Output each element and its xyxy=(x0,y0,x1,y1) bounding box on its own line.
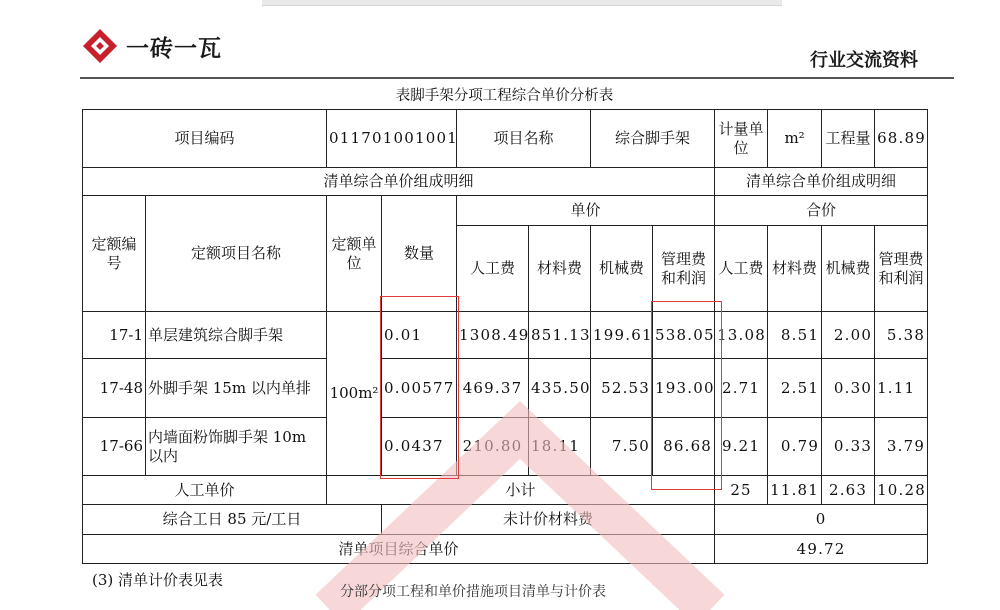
subtotal-material: 11.81 xyxy=(768,476,822,505)
col-labor-total: 人工费 xyxy=(715,226,768,312)
mgmt-price: 193.00 xyxy=(653,359,715,418)
col-material-total: 材料费 xyxy=(768,226,822,312)
labor-price: 1308.49 xyxy=(457,312,529,359)
quota-no: 17-1 xyxy=(83,312,146,359)
material-total: 0.79 xyxy=(768,418,822,476)
material-price: 851.13 xyxy=(529,312,591,359)
item-qty: 68.89 xyxy=(875,110,928,168)
labor-price: 210.80 xyxy=(457,418,529,476)
machine-price: 7.50 xyxy=(591,418,653,476)
table-row xyxy=(83,312,928,359)
quota-unit: 100m² xyxy=(327,312,382,476)
mgmt-total: 5.38 xyxy=(875,312,928,359)
wage-label: 综合工日 85 元/工日 xyxy=(83,505,382,535)
unpriced-material-row xyxy=(83,505,928,535)
col-quota-no: 定额编号 xyxy=(83,196,146,312)
quantity: 0.00577 xyxy=(382,359,457,418)
diamond-logo-icon xyxy=(80,26,120,66)
item-unit-price-row xyxy=(83,535,928,564)
subtotal-mgmt: 10.28 xyxy=(875,476,928,505)
quota-name: 内墙面粉饰脚手架 10m 以内 xyxy=(146,418,327,476)
subtotal-label: 小计 xyxy=(327,476,715,505)
quantity: 0.01 xyxy=(382,312,457,359)
labor-total: 13.08 xyxy=(715,312,768,359)
labor-total: 9.21 xyxy=(715,418,768,476)
table-row xyxy=(83,359,928,418)
quota-no: 17-66 xyxy=(83,418,146,476)
header-row-1 xyxy=(83,196,928,226)
table-title: 表脚手架分项工程综合单价分析表 xyxy=(395,88,614,104)
col-mgmt-total: 管理费和利润 xyxy=(875,226,928,312)
quota-name: 单层建筑综合脚手架 xyxy=(146,312,327,359)
col-quota-unit: 定额单位 xyxy=(327,196,382,312)
machine-price: 52.53 xyxy=(591,359,653,418)
machine-price: 199.61 xyxy=(591,312,653,359)
col-labor: 人工费 xyxy=(457,226,529,312)
brand-name: 一砖一瓦 xyxy=(126,35,222,62)
detail-title-right: 清单综合单价组成明细 xyxy=(715,168,928,196)
brand-logo xyxy=(80,26,222,66)
table-row xyxy=(83,418,928,476)
labor-unit-price-label: 人工单价 xyxy=(83,476,327,505)
item-unit: m² xyxy=(768,110,822,168)
unpriced-material-value: 0 xyxy=(715,505,928,535)
item-unit-label: 计量单位 xyxy=(715,110,768,168)
col-material: 材料费 xyxy=(529,226,591,312)
col-total-price: 合价 xyxy=(715,196,928,226)
footnote: (3) 清单计价表见表 xyxy=(92,571,224,589)
unpriced-material-label: 未计价材料费 xyxy=(382,505,715,535)
mgmt-total: 1.11 xyxy=(875,359,928,418)
item-name: 综合脚手架 xyxy=(591,110,715,168)
machine-total: 0.33 xyxy=(822,418,875,476)
mgmt-price: 538.05 xyxy=(653,312,715,359)
machine-total: 0.30 xyxy=(822,359,875,418)
col-mgmt: 管理费和利润 xyxy=(653,226,715,312)
top-scroll-strip xyxy=(262,0,782,6)
item-unit-price-label: 清单项目综合单价 xyxy=(83,535,715,564)
material-price: 435.50 xyxy=(529,359,591,418)
material-total: 8.51 xyxy=(768,312,822,359)
item-code: 011701001001 xyxy=(327,110,457,168)
item-code-label: 项目编码 xyxy=(83,110,327,168)
subtotal-labor: 25 xyxy=(715,476,768,505)
quantity: 0.0437 xyxy=(382,418,457,476)
header-divider xyxy=(80,77,954,79)
item-qty-label: 工程量 xyxy=(822,110,875,168)
item-name-label: 项目名称 xyxy=(457,110,591,168)
subtotal-row xyxy=(83,476,928,505)
machine-total: 2.00 xyxy=(822,312,875,359)
item-unit-price-value: 49.72 xyxy=(715,535,928,564)
header-tagline: 行业交流资料 xyxy=(810,50,918,71)
labor-total: 2.71 xyxy=(715,359,768,418)
col-unit-price: 单价 xyxy=(457,196,715,226)
material-price: 18.11 xyxy=(529,418,591,476)
mgmt-price: 86.68 xyxy=(653,418,715,476)
detail-title-left: 清单综合单价组成明细 xyxy=(83,168,715,196)
col-machine-total: 机械费 xyxy=(822,226,875,312)
mgmt-total: 3.79 xyxy=(875,418,928,476)
col-quantity: 数量 xyxy=(382,196,457,312)
col-machine: 机械费 xyxy=(591,226,653,312)
col-quota-name: 定额项目名称 xyxy=(146,196,327,312)
labor-price: 469.37 xyxy=(457,359,529,418)
material-total: 2.51 xyxy=(768,359,822,418)
quota-name: 外脚手架 15m 以内单排 xyxy=(146,359,327,418)
unit-price-analysis-table xyxy=(82,109,928,564)
item-info-row xyxy=(83,110,928,168)
quota-no: 17-48 xyxy=(83,359,146,418)
detail-title-row xyxy=(83,168,928,196)
next-table-title: 分部分项工程和单价措施项目清单与计价表 xyxy=(340,584,606,600)
subtotal-machine: 2.63 xyxy=(822,476,875,505)
